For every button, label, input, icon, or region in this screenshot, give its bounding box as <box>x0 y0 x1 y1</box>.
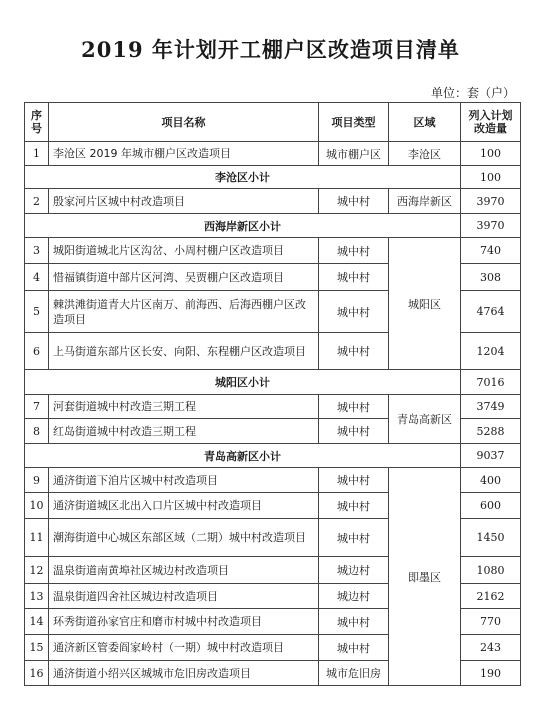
row-no: 11 <box>25 519 49 557</box>
row-name: 棘洪滩街道青大片区南万、前海西、后海西棚户区改造项目 <box>49 291 319 333</box>
row-amount: 770 <box>461 609 521 635</box>
row-no: 16 <box>25 661 49 686</box>
row-type: 城中村 <box>319 333 389 370</box>
subtotal-label: 西海岸新区小计 <box>25 214 461 238</box>
row-no: 10 <box>25 493 49 519</box>
row-region: 即墨区 <box>389 468 461 686</box>
table-header-row <box>25 103 521 142</box>
row-no: 9 <box>25 468 49 493</box>
table-row <box>25 142 521 166</box>
document-title: 2019 年计划开工棚户区改造项目清单 <box>81 37 460 62</box>
row-no: 1 <box>25 142 49 166</box>
subtotal-label: 青岛高新区小计 <box>25 444 461 468</box>
row-amount: 4764 <box>461 291 521 333</box>
row-amount: 308 <box>461 264 521 291</box>
row-amount: 740 <box>461 238 521 264</box>
header-region: 区域 <box>389 103 461 142</box>
row-name: 通济新区管委阎家岭村（一期）城中村改造项目 <box>49 635 319 661</box>
subtotal-amount: 3970 <box>461 214 521 238</box>
row-amount: 5288 <box>461 419 521 444</box>
row-region: 城阳区 <box>389 238 461 370</box>
table-row <box>25 468 521 493</box>
row-amount: 1080 <box>461 557 521 584</box>
row-amount: 3970 <box>461 189 521 214</box>
project-table <box>24 102 521 686</box>
subtotal-row <box>25 370 521 395</box>
row-no: 4 <box>25 264 49 291</box>
row-name: 通济街道小绍兴区城城市危旧房改造项目 <box>49 661 319 686</box>
subtotal-label: 城阳区小计 <box>25 370 461 395</box>
row-name: 红岛街道城中村改造三期工程 <box>49 419 319 444</box>
row-amount: 190 <box>461 661 521 686</box>
row-no: 15 <box>25 635 49 661</box>
row-no: 6 <box>25 333 49 370</box>
header-no: 序号 <box>25 103 49 142</box>
subtotal-row <box>25 444 521 468</box>
row-no: 7 <box>25 395 49 419</box>
row-no: 13 <box>25 584 49 609</box>
row-type: 城中村 <box>319 493 389 519</box>
row-name: 通济街道下洎片区城中村改造项目 <box>49 468 319 493</box>
table-row <box>25 189 521 214</box>
table-row <box>25 395 521 419</box>
row-name: 温泉街道四舍社区城边村改造项目 <box>49 584 319 609</box>
row-region: 青岛高新区 <box>389 395 461 444</box>
row-name: 潮海街道中心城区东部区域（二期）城中村改造项目 <box>49 519 319 557</box>
table-row <box>25 238 521 264</box>
row-type: 城中村 <box>319 609 389 635</box>
row-type: 城中村 <box>319 291 389 333</box>
row-type: 城中村 <box>319 395 389 419</box>
subtotal-row <box>25 214 521 238</box>
row-name: 温泉街道南黄埠社区城边村改造项目 <box>49 557 319 584</box>
row-type: 城中村 <box>319 238 389 264</box>
row-amount: 2162 <box>461 584 521 609</box>
row-name: 河套街道城中村改造三期工程 <box>49 395 319 419</box>
row-name: 城阳街道城北片区沟岔、小周村棚户区改造项目 <box>49 238 319 264</box>
row-name: 殷家河片区城中村改造项目 <box>49 189 319 214</box>
row-name: 上马街道东部片区长安、向阳、东程棚户区改造项目 <box>49 333 319 370</box>
subtotal-row <box>25 166 521 189</box>
row-no: 12 <box>25 557 49 584</box>
header-type: 项目类型 <box>319 103 389 142</box>
subtotal-label: 李沧区小计 <box>25 166 461 189</box>
row-type: 城边村 <box>319 557 389 584</box>
row-type: 城市危旧房 <box>319 661 389 686</box>
unit-label: 单位：套（户） <box>430 86 515 100</box>
row-amount: 1204 <box>461 333 521 370</box>
row-amount: 243 <box>461 635 521 661</box>
row-amount: 400 <box>461 468 521 493</box>
row-no: 5 <box>25 291 49 333</box>
subtotal-amount: 100 <box>461 166 521 189</box>
row-region: 李沧区 <box>389 142 461 166</box>
row-type: 城边村 <box>319 584 389 609</box>
row-type: 城中村 <box>319 635 389 661</box>
row-amount: 3749 <box>461 395 521 419</box>
row-name: 通济街道城区北出入口片区城中村改造项目 <box>49 493 319 519</box>
row-type: 城中村 <box>319 419 389 444</box>
header-amount: 列入计划改造量 <box>461 103 521 142</box>
row-name: 惜福镇街道中部片区河湾、吴贾棚户区改造项目 <box>49 264 319 291</box>
row-type: 城中村 <box>319 264 389 291</box>
row-type: 城中村 <box>319 189 389 214</box>
row-type: 城中村 <box>319 519 389 557</box>
row-amount: 600 <box>461 493 521 519</box>
row-amount: 1450 <box>461 519 521 557</box>
row-no: 8 <box>25 419 49 444</box>
row-name: 环秀街道孙家官庄和磨市村城中村改造项目 <box>49 609 319 635</box>
row-region: 西海岸新区 <box>389 189 461 214</box>
header-name: 项目名称 <box>49 103 319 142</box>
row-name: 李沧区 2019 年城市棚户区改造项目 <box>49 142 319 166</box>
row-amount: 100 <box>461 142 521 166</box>
subtotal-amount: 9037 <box>461 444 521 468</box>
row-type: 城市棚户区 <box>319 142 389 166</box>
row-no: 2 <box>25 189 49 214</box>
subtotal-amount: 7016 <box>461 370 521 395</box>
row-type: 城中村 <box>319 468 389 493</box>
row-no: 14 <box>25 609 49 635</box>
row-no: 3 <box>25 238 49 264</box>
